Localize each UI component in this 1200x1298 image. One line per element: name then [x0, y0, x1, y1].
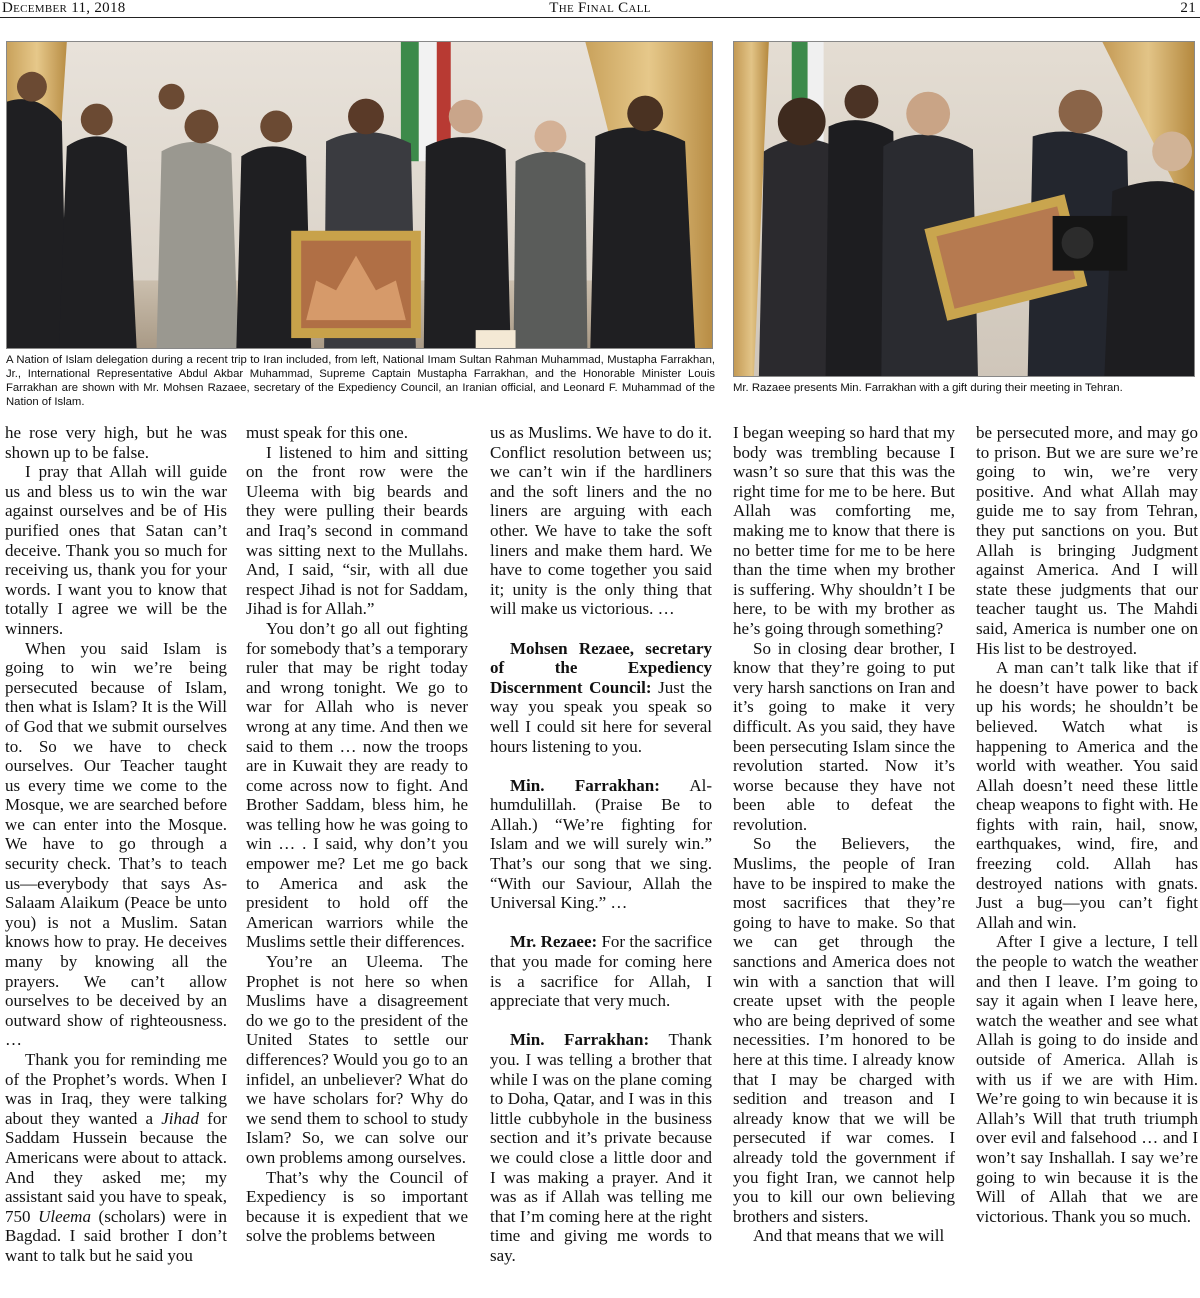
delegation-group-photo-icon	[7, 42, 712, 348]
publication-name: The Final Call	[549, 0, 651, 16]
paragraph: And that means that we will	[753, 1226, 945, 1246]
speaker-label: Min. Farrakhan:	[510, 775, 660, 795]
article-column-3	[490, 423, 712, 1266]
paragraph: That’s why the Council of Expediency is so important because it is expedient that we solve the problems between	[246, 1167, 468, 1246]
gift-presentation-photo-icon	[734, 42, 1194, 376]
paragraph: After I give a lecture, I tell the people to watch the weather and then I leave. I’m going to say it again when I leave here, watch the weather and see what Allah is going to do inside and outside of America. Allah is with us if we are with Him. We’re going to win because it is Allah’s Will that truth triumph over evil and falsehood … and I won’t say Inshallah. I say we’re going to win because it is the Will of Allah that we are victorious. Thank you so much.	[976, 932, 1198, 1226]
paragraph: I listened to him and sitting on the front row were the Uleema with big beards and they were pulling their beards and Iraq’s second in command was sitting next to the Mullahs. And, I said, “sir, with all due respect Jihad is not for Saddam, Jihad is for Allah.”	[246, 442, 468, 619]
paragraph: So in closing dear brother, I know that they’re going to put very harsh sanctions on Iran and it’s going to make it very difficult. As you said, they have been persecuting Islam since the revolution started. Now it’s worse because they have not been able to defeat the revolution.	[733, 638, 955, 834]
delegation-photo	[6, 41, 713, 349]
article-column-2	[246, 423, 468, 1246]
paragraph	[490, 639, 712, 757]
text-run: For the sacrifice that you made for coming here is a sacrifice for Allah, I appreciate that very much.	[490, 932, 712, 1011]
speaker-label: Min. Farrakhan:	[510, 1030, 650, 1050]
text-run: (scholars) were in Bagdad. I said brother I don’t want to talk but he said you	[5, 1206, 228, 1265]
paragraph: I began weeping so hard that my body was trembling because I wasn’t so sure that this was the right time for me to be here. But Allah was comforting me, making me to know that there is no better time for me to be here than the time when my brother is suffering. Why shouldn’t I be here, to be with my brother as he’s going through something?	[733, 423, 955, 638]
photo-caption-left: A Nation of Islam delegation during a recent trip to Iran included, from left, National Imam Sultan Rahman Muhammad, Mustapha Farrakhan, Jr., International Representative Abdul Akbar Muhammad, Supreme Captain Mustapha Farrakhan, and the Honorable Minister Louis Farrakhan are shown with Mr. Mohsen Razaee, secretary of the Expediency Council, an Iranian official, and Leonard F. Muhammad of the Nation of Islam.	[6, 354, 715, 408]
paragraph	[490, 776, 712, 913]
text-run: Just the way you speak you speak so well I could sit here for several hours listening to you.	[490, 677, 712, 756]
article-column-5	[976, 423, 1198, 1226]
speaker-label: Mr. Rezaee:	[510, 932, 598, 952]
paragraph: So the Believers, the Muslims, the people of Iran have to be inspired to make the most sacrifices that they’re going to have to make. So that we can get through the sanctions and America does not win with a sanction that will create upset with the people who are being deprived of some necessities. I’m honored to be here at this time. I already know that I may be charged with sedition and treason and I already know that we will be persecuted if war comes. I already told the government if you fight Iran, we cannot help you to kill our own believing brothers and sisters.	[733, 834, 955, 1226]
paragraph: A man can’t talk like that if he doesn’t have power to back up his words; he shouldn’t be believed. Watch what is happening to America and the world with weather. You said Allah doesn’t need these little cheap weapons to fight with. He fights with rain, hail, snow, earthquakes, wind, fire, and freezing cold. Allah has destroyed nations with gnats. Just a bug—you can’t fight Allah and win.	[976, 658, 1198, 932]
paragraph: us as Muslims. We have to do it. Conflict resolution between us; we can’t win if the hardliners and the soft liners and the no liners are arguing with each other. We have to take the soft liners and make them hard. We have to come together you said it; unity is the only thing that will make us victorious. …	[490, 423, 712, 619]
paragraph: be persecuted more, and may go to prison. But we are sure we’re going to win, we’re very positive. And what Allah may guide me to say from Tehran, they put sanctions on you. But Allah is bringing Judgment against America. And I will state these judgments that our teacher taught us. The Mahdi said, America is number one on His list to be destroyed.	[976, 423, 1198, 658]
paragraph: I pray that Allah will guide us and bless us to win the war against ourselves and be of His purified ones that Satan can’t deceive. Thank you so much for receiving us, thank you for your words. I want you to know that totally I agree we will be the winners.	[5, 462, 227, 638]
italic-term: Uleema	[38, 1206, 91, 1226]
gift-presentation-photo	[733, 41, 1195, 377]
page-header	[0, 0, 1200, 18]
paragraph: he rose very high, but he was shown up to be false.	[5, 423, 227, 462]
text-run: Thank you. I was telling a brother that while I was on the plane coming to Doha, Qatar, and I was in this little cubbyhole in the business section and it’s private because we could close a little door and I was making a prayer. And it was as if Allah was telling me that I’m coming here at the right time and giving me words to say.	[490, 1030, 712, 1265]
paragraph: must speak for this one.	[246, 423, 408, 442]
article-column-4	[733, 423, 955, 1246]
paragraph: You’re an Uleema. The Prophet is not here so when Muslims have a disagreement do we go to the president of the United States to settle our differences? Would you go to an infidel, an unbeliever? What do we have scholars for? Why do we send them to school to study Islam? So, we can solve our own problems among ourselves.	[246, 952, 468, 1167]
issue-date: December 11, 2018	[2, 0, 126, 16]
speaker-label: Mohsen Rezaee, secretary of the Expediency Discernment Council:	[490, 638, 712, 697]
italic-term: Jihad	[161, 1108, 200, 1128]
paragraph: When you said Islam is going to win we’re being persecuted because of Islam, then what is Islam? It is the Will of God that we submit ourselves to. So we have to check ourselves. Our Teacher taught us every time we come to the Mosque, we are searched before we can enter into the Mosque. We have to go through a security check. That’s to teach us—everybody that says As-Salaam Alaikum (Peace be unto you) is not a Muslim. Satan knows how to pray. He deceives many by knowing all the prayers. We can’t allow ourselves to be deceived by an outward show of righteousness. …	[5, 638, 227, 1050]
text-run: Al-humdulillah. (Praise Be to Allah.) “We’re fighting for Islam and we will surely win.” That’s our song that we sing. “With our Saviour, Allah the Universal King.” …	[490, 775, 712, 913]
photo-caption-right: Mr. Razaee presents Min. Farrakhan with a gift during their meeting in Tehran.	[733, 382, 1123, 394]
article-column-1	[5, 423, 227, 1266]
paragraph	[5, 1050, 227, 1266]
paragraph	[490, 932, 712, 1010]
paragraph	[490, 1030, 712, 1265]
text-run: Thank you for reminding me of the Prophet’s words. When I was in Iraq, they were talking about they wanted a	[5, 1050, 227, 1128]
paragraph: You don’t go all out fighting for somebody that’s a temporary ruler that may be right today and wrong tonight. We go to war for Allah who is never wrong at any time. And then we said to them … now the troops are in Kuwait they are ready to come across now to fight. And Brother Saddam, bless him, he was telling how he was going to win … . I said, why don’t you empower me? Let me go back to America and ask the president to hold off the American warriors while the Muslims settle their differences.	[246, 618, 468, 952]
page-number: 21	[1180, 0, 1196, 16]
text-run: for Saddam Hussein because the Americans were about to attack. And they asked me; my assistant said you have to speak, 750	[5, 1108, 227, 1226]
